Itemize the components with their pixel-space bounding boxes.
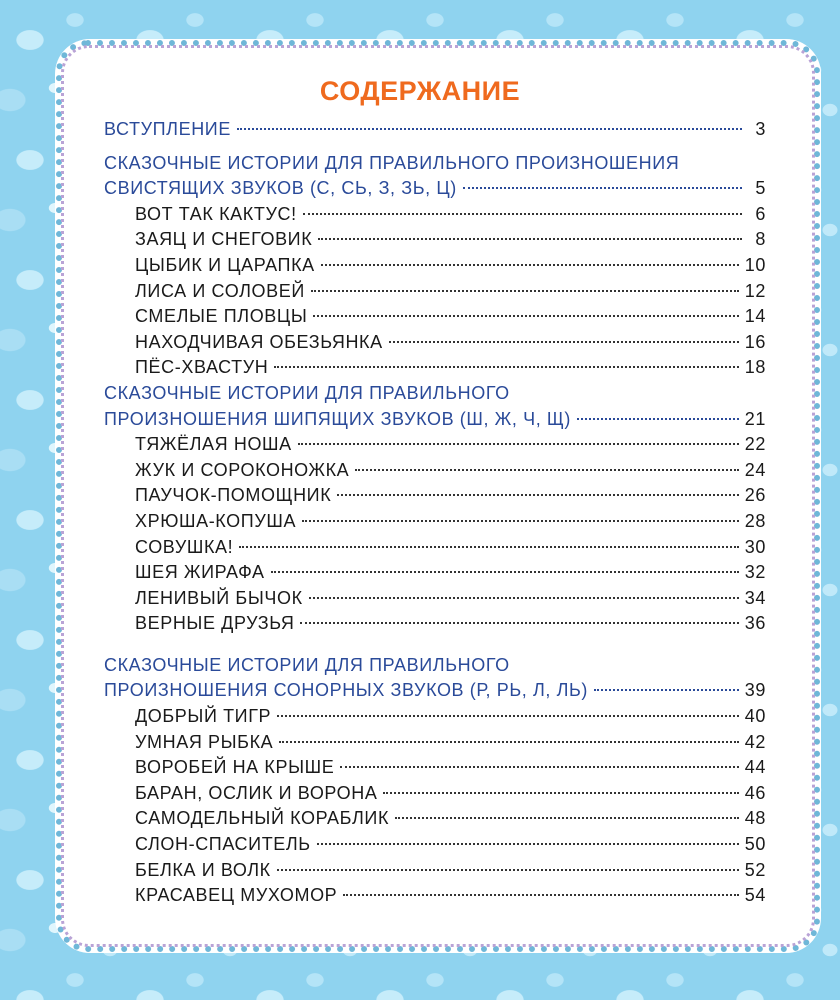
toc-item[interactable] bbox=[104, 355, 766, 381]
dot-leader bbox=[318, 238, 742, 240]
toc-item-page: 22 bbox=[744, 434, 766, 455]
toc-item-page: 18 bbox=[744, 357, 766, 378]
toc-item-label: БЕЛКА И ВОЛК bbox=[135, 859, 271, 880]
section-heading-line1: СКАЗОЧНЫЕ ИСТОРИИ ДЛЯ ПРАВИЛЬНОГО ПРОИЗНОШЕНИЯ bbox=[104, 152, 680, 173]
dot-leader bbox=[279, 741, 738, 743]
toc-item-page: 40 bbox=[744, 706, 766, 727]
toc-item-page: 52 bbox=[744, 859, 766, 880]
dot-leader bbox=[340, 766, 738, 768]
toc-item-label: НАХОДЧИВАЯ ОБЕЗЬЯНКА bbox=[135, 331, 383, 352]
toc-item-page: 32 bbox=[744, 562, 766, 583]
dot-leader bbox=[337, 494, 738, 496]
dot-leader bbox=[274, 366, 738, 368]
dot-leader bbox=[313, 315, 738, 317]
section-heading-line1: СКАЗОЧНЫЕ ИСТОРИИ ДЛЯ ПРАВИЛЬНОГО bbox=[104, 654, 510, 675]
section-heading[interactable] bbox=[104, 151, 766, 177]
toc-item[interactable] bbox=[104, 832, 766, 858]
toc-item[interactable] bbox=[104, 611, 766, 637]
toc-item[interactable] bbox=[104, 330, 766, 356]
dot-leader bbox=[309, 597, 739, 599]
section-heading-line2: СВИСТЯЩИХ ЗВУКОВ (С, СЬ, З, ЗЬ, Ц) bbox=[104, 178, 457, 199]
toc-item[interactable] bbox=[104, 509, 766, 535]
toc-item-label: ДОБРЫЙ ТИГР bbox=[135, 706, 272, 727]
toc-item-page: 8 bbox=[755, 229, 766, 250]
toc-item[interactable] bbox=[104, 560, 766, 586]
section-heading[interactable] bbox=[104, 678, 766, 704]
toc-item-page: 12 bbox=[744, 280, 766, 301]
toc-item-page: 16 bbox=[744, 331, 766, 352]
toc-item[interactable] bbox=[104, 202, 766, 228]
toc-item[interactable] bbox=[104, 781, 766, 807]
toc-item-page: 44 bbox=[744, 757, 766, 778]
section-heading[interactable] bbox=[104, 653, 766, 679]
toc-item-page: 26 bbox=[744, 485, 766, 506]
toc-item-label: КРАСАВЕЦ МУХОМОР bbox=[135, 885, 338, 906]
toc-item-page: 54 bbox=[744, 885, 766, 906]
toc-item-page: 42 bbox=[744, 731, 766, 752]
toc-item-label: ЦЫБИК И ЦАРАПКА bbox=[135, 254, 315, 275]
toc-item[interactable] bbox=[104, 535, 766, 561]
dot-leader bbox=[311, 290, 739, 292]
toc-item-page: 30 bbox=[744, 536, 766, 557]
dot-leader bbox=[389, 341, 739, 343]
section-heading[interactable] bbox=[104, 176, 766, 202]
toc-item-label: СОВУШКА! bbox=[135, 536, 234, 557]
toc-item-page: 28 bbox=[744, 510, 766, 531]
section-page: 39 bbox=[744, 680, 766, 701]
toc-item[interactable] bbox=[104, 483, 766, 509]
page-title: СОДЕРЖАНИЕ bbox=[319, 76, 521, 106]
toc-item[interactable] bbox=[104, 883, 766, 909]
toc-item-label: ПАУЧОК-ПОМОЩНИК bbox=[135, 485, 332, 506]
toc-item[interactable] bbox=[104, 432, 766, 458]
dot-leader bbox=[239, 546, 739, 548]
toc-item-label: ХРЮША-КОПУША bbox=[135, 510, 297, 531]
toc-item[interactable] bbox=[104, 304, 766, 330]
toc-item-label: СЛОН-СПАСИТЕЛЬ bbox=[135, 834, 311, 855]
dot-leader bbox=[271, 571, 739, 573]
dot-leader bbox=[343, 894, 738, 896]
toc-item-label: ЛЕНИВЫЙ БЫЧОК bbox=[135, 587, 303, 608]
dot-leader bbox=[383, 792, 738, 794]
section-heading[interactable] bbox=[104, 407, 766, 433]
toc-item-label: ВОТ ТАК КАКТУС! bbox=[135, 203, 297, 224]
toc-item-page: 36 bbox=[744, 613, 766, 634]
toc-item-page: 14 bbox=[744, 306, 766, 327]
toc-item-label: ЖУК И СОРОКОНОЖКА bbox=[135, 459, 350, 480]
toc-item[interactable] bbox=[104, 704, 766, 730]
dot-leader bbox=[302, 520, 739, 522]
toc-item[interactable] bbox=[104, 227, 766, 253]
toc-item-page: 24 bbox=[744, 459, 766, 480]
section-heading-line1: СКАЗОЧНЫЕ ИСТОРИИ ДЛЯ ПРАВИЛЬНОГО bbox=[104, 382, 510, 403]
toc-item-label: ЗАЯЦ И СНЕГОВИК bbox=[135, 229, 313, 250]
dot-leader bbox=[277, 715, 739, 717]
dot-leader bbox=[277, 869, 739, 871]
dot-leader bbox=[298, 443, 739, 445]
toc-item-page: 10 bbox=[744, 254, 766, 275]
toc-item-page: 48 bbox=[744, 808, 766, 829]
toc-item-label: УМНАЯ РЫБКА bbox=[135, 731, 274, 752]
dot-leader bbox=[395, 817, 739, 819]
toc-item-page: 46 bbox=[744, 782, 766, 803]
dot-leader bbox=[303, 213, 742, 215]
toc-item-label: ПЁС-ХВАСТУН bbox=[135, 357, 269, 378]
section-page: 21 bbox=[744, 408, 766, 429]
toc-intro[interactable] bbox=[104, 117, 766, 143]
toc-intro-page: 3 bbox=[755, 119, 766, 139]
toc-item-label: ШЕЯ ЖИРАФА bbox=[135, 562, 265, 583]
toc-item-label: ТЯЖЁЛАЯ НОША bbox=[135, 434, 292, 455]
table-of-contents bbox=[104, 117, 766, 909]
toc-item[interactable] bbox=[104, 458, 766, 484]
dot-leader bbox=[321, 264, 739, 266]
dot-leader bbox=[594, 689, 739, 691]
section-page: 5 bbox=[755, 178, 766, 199]
dot-leader bbox=[577, 418, 739, 420]
toc-item[interactable] bbox=[104, 730, 766, 756]
dot-leader bbox=[463, 187, 742, 189]
dot-leader bbox=[237, 128, 742, 130]
section-heading-line2: ПРОИЗНОШЕНИЯ СОНОРНЫХ ЗВУКОВ (Р, РЬ, Л, ЛЬ) bbox=[104, 680, 589, 701]
toc-item[interactable] bbox=[104, 586, 766, 612]
toc-item-label: САМОДЕЛЬНЫЙ КОРАБЛИК bbox=[135, 808, 390, 829]
toc-item-page: 50 bbox=[744, 834, 766, 855]
toc-item-label: СМЕЛЫЕ ПЛОВЦЫ bbox=[135, 306, 308, 327]
toc-item[interactable] bbox=[104, 279, 766, 305]
toc-item-page: 6 bbox=[755, 203, 766, 224]
toc-item-label: ВЕРНЫЕ ДРУЗЬЯ bbox=[135, 613, 295, 634]
section-heading-line2: ПРОИЗНОШЕНИЯ ШИПЯЩИХ ЗВУКОВ (Ш, Ж, Ч, Щ) bbox=[104, 408, 571, 429]
toc-item[interactable] bbox=[104, 253, 766, 279]
toc-item[interactable] bbox=[104, 755, 766, 781]
section-heading[interactable] bbox=[104, 381, 766, 407]
toc-item[interactable] bbox=[104, 806, 766, 832]
dot-leader bbox=[300, 622, 738, 624]
toc-item-label: ЛИСА И СОЛОВЕЙ bbox=[135, 280, 305, 301]
dot-leader bbox=[317, 843, 739, 845]
toc-item[interactable] bbox=[104, 858, 766, 884]
toc-item-page: 34 bbox=[744, 587, 766, 608]
toc-item-label: БАРАН, ОСЛИК И ВОРОНА bbox=[135, 782, 378, 803]
dot-leader bbox=[355, 469, 738, 471]
toc-intro-label: ВСТУПЛЕНИЕ bbox=[104, 119, 231, 139]
toc-item-label: ВОРОБЕЙ НА КРЫШЕ bbox=[135, 757, 335, 778]
